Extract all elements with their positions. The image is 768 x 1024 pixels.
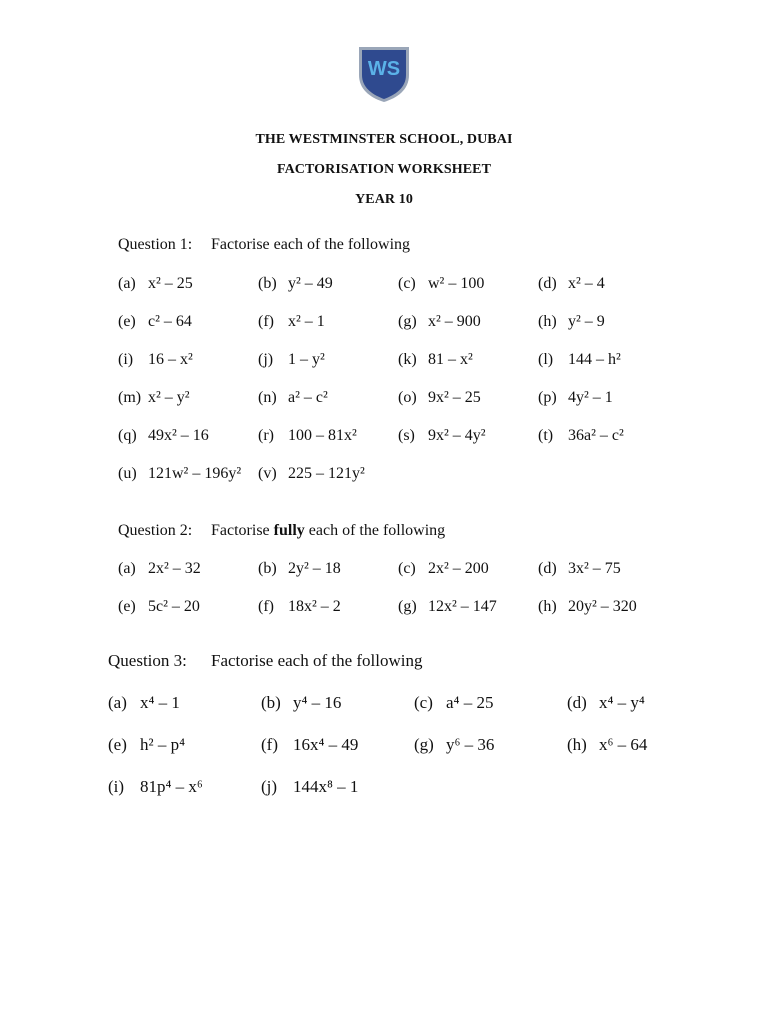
school-logo bbox=[357, 45, 411, 103]
item-expression: x⁴ – y⁴ bbox=[599, 693, 645, 712]
item-expression: 36a² – c² bbox=[568, 427, 624, 444]
item-label: (f) bbox=[261, 735, 278, 754]
item-label: (d) bbox=[567, 693, 587, 712]
question-item bbox=[258, 351, 325, 369]
item-label: (q) bbox=[118, 427, 137, 444]
question-item bbox=[398, 313, 481, 331]
item-expression: 2x² – 200 bbox=[428, 560, 489, 577]
question-3-instruction: Factorise each of the following bbox=[211, 651, 423, 670]
question-2-title bbox=[118, 522, 445, 540]
q1-row-2 bbox=[0, 313, 768, 337]
item-expression: 12x² – 147 bbox=[428, 598, 497, 615]
item-expression: 121w² – 196y² bbox=[148, 465, 242, 482]
item-label: (o) bbox=[398, 389, 417, 406]
school-name: THE WESTMINSTER SCHOOL, DUBAI bbox=[255, 132, 513, 147]
item-label: (b) bbox=[261, 693, 281, 712]
q3-row-3 bbox=[0, 777, 768, 801]
question-1-title bbox=[118, 236, 410, 254]
item-label: (g) bbox=[398, 313, 417, 330]
item-label: (b) bbox=[258, 560, 277, 577]
item-label: (u) bbox=[118, 465, 137, 482]
question-item bbox=[118, 389, 190, 407]
question-item bbox=[538, 351, 621, 369]
item-label: (b) bbox=[258, 275, 277, 292]
question-item bbox=[258, 560, 341, 578]
q2-row-1 bbox=[0, 560, 768, 584]
item-expression: y⁶ – 36 bbox=[446, 735, 495, 754]
question-item bbox=[414, 735, 494, 755]
item-expression: h² – p⁴ bbox=[140, 735, 186, 754]
item-label: (c) bbox=[398, 560, 416, 577]
question-item bbox=[538, 427, 624, 445]
item-label: (e) bbox=[108, 735, 127, 754]
item-label: (s) bbox=[398, 427, 415, 444]
year-level: YEAR 10 bbox=[355, 192, 413, 207]
question-item bbox=[398, 275, 484, 293]
question-item bbox=[258, 275, 333, 293]
question-item bbox=[258, 465, 365, 483]
item-label: (p) bbox=[538, 389, 557, 406]
item-expression: x² – 1 bbox=[288, 313, 325, 330]
item-label: (c) bbox=[414, 693, 433, 712]
q1-row-1 bbox=[0, 275, 768, 299]
question-item bbox=[258, 598, 341, 616]
question-item bbox=[538, 389, 613, 407]
question-item bbox=[258, 427, 357, 445]
item-expression: 144x⁸ – 1 bbox=[293, 777, 359, 796]
question-2-instruction-post: each of the following bbox=[308, 522, 446, 539]
item-expression: c² – 64 bbox=[148, 313, 192, 330]
item-expression: x² – 25 bbox=[148, 275, 193, 292]
item-label: (h) bbox=[538, 313, 557, 330]
question-item bbox=[118, 351, 193, 369]
item-label: (n) bbox=[258, 389, 277, 406]
item-expression: x⁴ – 1 bbox=[140, 693, 180, 712]
item-label: (h) bbox=[538, 598, 557, 615]
q1-row-3 bbox=[0, 351, 768, 375]
question-item bbox=[118, 465, 241, 483]
item-label: (j) bbox=[258, 351, 274, 368]
item-expression: x² – y² bbox=[148, 389, 190, 406]
question-item bbox=[398, 598, 497, 616]
item-label: (d) bbox=[538, 275, 557, 292]
q2-row-2 bbox=[0, 598, 768, 622]
item-label: (e) bbox=[118, 313, 136, 330]
item-label: (e) bbox=[118, 598, 136, 615]
item-expression: 2x² – 32 bbox=[148, 560, 201, 577]
item-expression: a⁴ – 25 bbox=[446, 693, 494, 712]
item-expression: x⁶ – 64 bbox=[599, 735, 648, 754]
item-label: (a) bbox=[118, 275, 136, 292]
item-label: (i) bbox=[108, 777, 125, 796]
question-item bbox=[261, 777, 358, 797]
item-label: (d) bbox=[538, 560, 557, 577]
question-item bbox=[118, 427, 209, 445]
question-2-instruction-pre: Factorise bbox=[211, 522, 270, 539]
item-expression: 3x² – 75 bbox=[568, 560, 621, 577]
question-item bbox=[398, 427, 486, 445]
item-label: (i) bbox=[118, 351, 134, 368]
item-label: (a) bbox=[118, 560, 136, 577]
q3-row-1 bbox=[0, 693, 768, 717]
item-label: (g) bbox=[398, 598, 417, 615]
item-label: (g) bbox=[414, 735, 434, 754]
item-expression: 9x² – 25 bbox=[428, 389, 481, 406]
question-1-number: Question 1: bbox=[118, 236, 193, 253]
item-expression: 5c² – 20 bbox=[148, 598, 200, 615]
worksheet-title: FACTORISATION WORKSHEET bbox=[276, 162, 492, 177]
item-expression: 18x² – 2 bbox=[288, 598, 341, 615]
question-item bbox=[398, 560, 489, 578]
item-expression: 81 – x² bbox=[428, 351, 473, 368]
item-expression: y² – 49 bbox=[288, 275, 333, 292]
item-expression: 9x² – 4y² bbox=[428, 427, 486, 444]
item-expression: y⁴ – 16 bbox=[293, 693, 342, 712]
item-expression: 4y² – 1 bbox=[568, 389, 613, 406]
item-label: (v) bbox=[258, 465, 277, 482]
item-expression: 100 – 81x² bbox=[288, 427, 357, 444]
shield-logo-icon bbox=[357, 45, 411, 103]
question-2-number: Question 2: bbox=[118, 522, 193, 539]
item-label: (j) bbox=[261, 777, 278, 796]
item-label: (t) bbox=[538, 427, 554, 444]
question-item bbox=[538, 275, 605, 293]
question-item bbox=[398, 389, 481, 407]
question-item bbox=[567, 735, 647, 755]
item-expression: 225 – 121y² bbox=[288, 465, 365, 482]
item-expression: x² – 4 bbox=[568, 275, 605, 292]
item-label: (m) bbox=[118, 389, 142, 406]
item-expression: 144 – h² bbox=[568, 351, 621, 368]
item-expression: 20y² – 320 bbox=[568, 598, 637, 615]
question-item bbox=[118, 560, 201, 578]
question-item bbox=[398, 351, 473, 369]
question-item bbox=[414, 693, 493, 713]
question-2-instruction-bold: fully bbox=[273, 522, 305, 539]
question-item bbox=[261, 693, 341, 713]
item-expression: 49x² – 16 bbox=[148, 427, 209, 444]
item-expression: 1 – y² bbox=[288, 351, 325, 368]
question-item bbox=[567, 693, 645, 713]
item-label: (h) bbox=[567, 735, 587, 754]
q1-row-4 bbox=[0, 389, 768, 413]
logo-text: WS bbox=[367, 58, 401, 80]
item-expression: a² – c² bbox=[288, 389, 328, 406]
question-item bbox=[258, 313, 325, 331]
question-item bbox=[118, 313, 192, 331]
q3-row-2 bbox=[0, 735, 768, 759]
question-item bbox=[538, 560, 621, 578]
question-item bbox=[108, 693, 180, 713]
q1-row-5 bbox=[0, 427, 768, 451]
question-item bbox=[108, 777, 203, 797]
question-2-instruction bbox=[211, 522, 445, 540]
question-1-instruction: Factorise each of the following bbox=[211, 236, 411, 253]
question-3-number: Question 3: bbox=[108, 651, 187, 670]
q1-row-6 bbox=[0, 465, 768, 489]
question-item bbox=[118, 598, 200, 616]
question-item bbox=[118, 275, 193, 293]
item-label: (a) bbox=[108, 693, 127, 712]
item-label: (c) bbox=[398, 275, 416, 292]
item-label: (f) bbox=[258, 313, 274, 330]
item-expression: 81p⁴ – x⁶ bbox=[140, 777, 203, 796]
question-3-title bbox=[108, 651, 423, 671]
question-item bbox=[108, 735, 185, 755]
item-label: (f) bbox=[258, 598, 274, 615]
question-item bbox=[538, 313, 605, 331]
item-expression: 2y² – 18 bbox=[288, 560, 341, 577]
item-expression: x² – 900 bbox=[428, 313, 481, 330]
item-label: (r) bbox=[258, 427, 274, 444]
item-label: (l) bbox=[538, 351, 554, 368]
question-item bbox=[261, 735, 358, 755]
item-expression: 16x⁴ – 49 bbox=[293, 735, 359, 754]
question-item bbox=[258, 389, 328, 407]
item-expression: y² – 9 bbox=[568, 313, 605, 330]
item-expression: w² – 100 bbox=[428, 275, 485, 292]
item-expression: 16 – x² bbox=[148, 351, 193, 368]
question-item bbox=[538, 598, 637, 616]
item-label: (k) bbox=[398, 351, 417, 368]
